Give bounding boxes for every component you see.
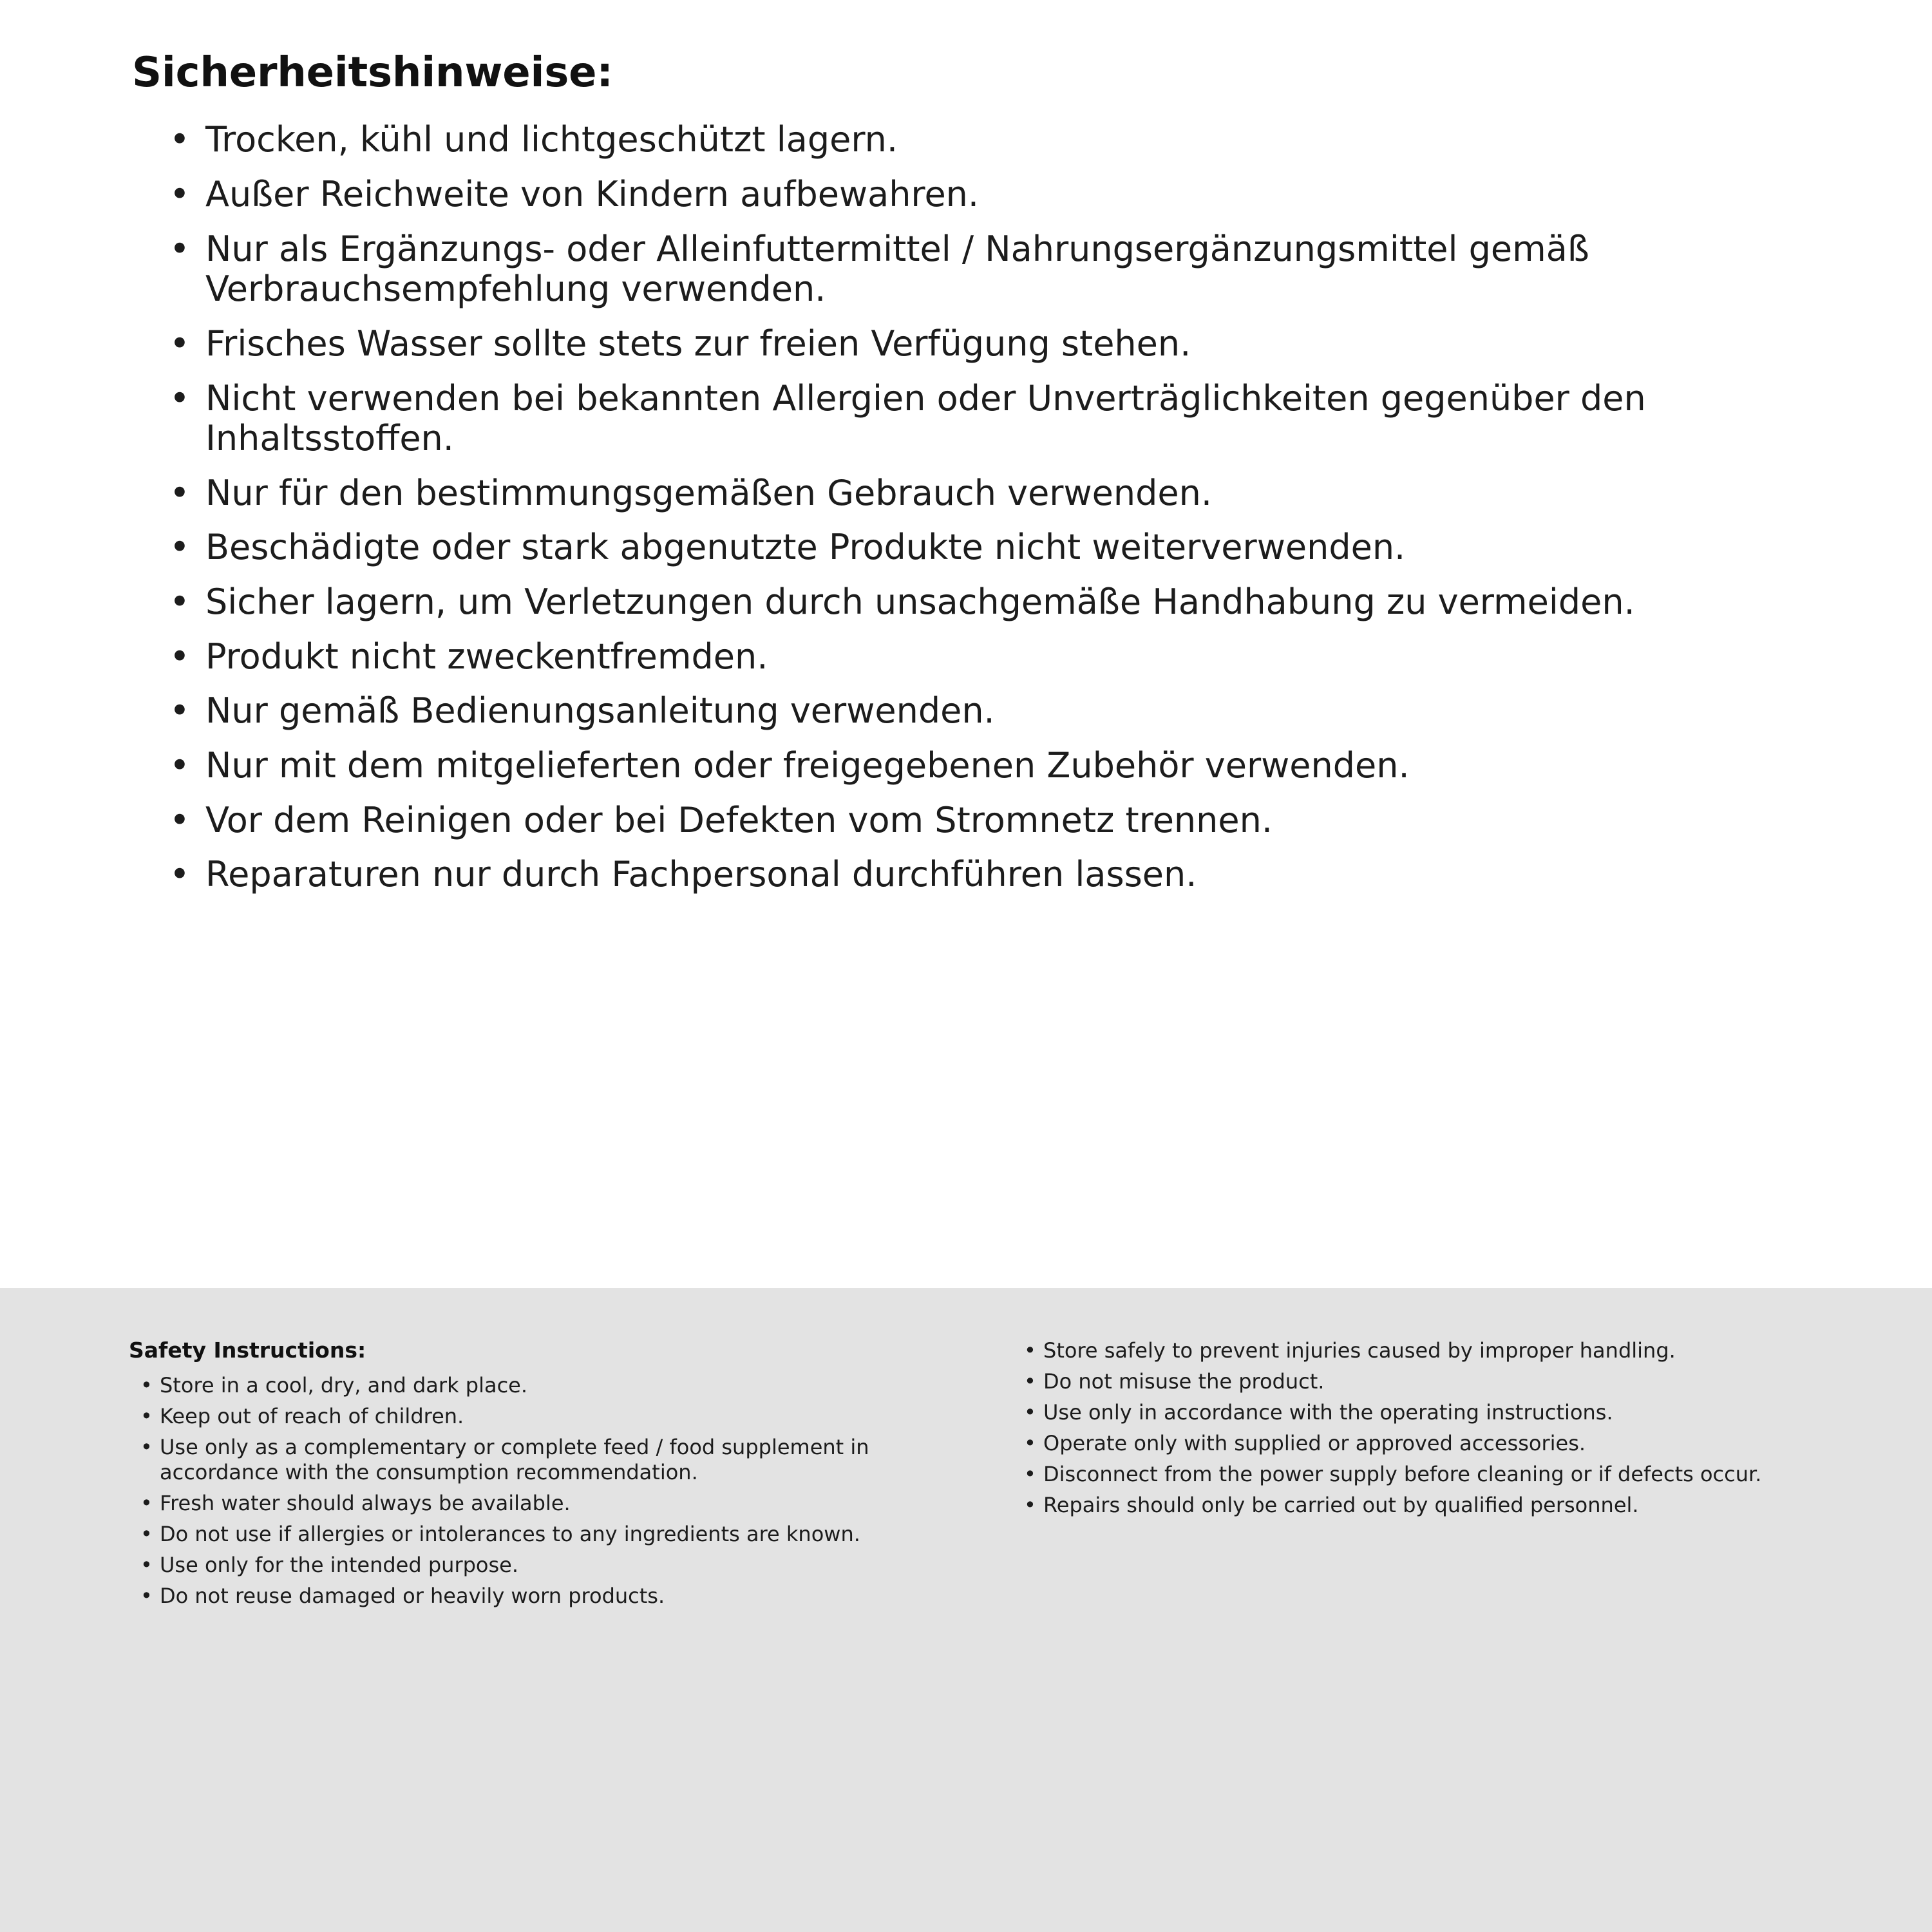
list-item-text: Frisches Wasser sollte stets zur freien Verfügung stehen. [205, 323, 1191, 364]
list-item-text: Do not reuse damaged or heavily worn products. [160, 1584, 665, 1609]
list-item [140, 1553, 960, 1578]
list-item-text: Vor dem Reinigen oder bei Defekten vom Stromnetz trennen. [205, 799, 1273, 840]
english-column-left [129, 1338, 960, 1615]
bullet-icon: • [1024, 1369, 1036, 1394]
list-item-text: Use only in accordance with the operating instructions. [1043, 1400, 1613, 1425]
list-item-text: Keep out of reach of children. [160, 1403, 464, 1428]
list-item [166, 855, 1861, 895]
list-item [1024, 1462, 1855, 1487]
list-item-text: Reparaturen nur durch Fachpersonal durchführen lassen. [205, 854, 1197, 895]
bullet-icon: • [140, 1491, 153, 1516]
list-item [166, 637, 1861, 677]
bullet-icon: • [169, 690, 190, 732]
list-item [166, 229, 1861, 310]
bullet-icon: • [140, 1403, 153, 1428]
list-item [140, 1404, 960, 1429]
bullet-icon: • [169, 228, 190, 269]
bullet-icon: • [169, 323, 190, 364]
list-item [166, 175, 1861, 215]
bullet-icon: • [140, 1372, 153, 1397]
list-item [1024, 1493, 1855, 1518]
bullet-icon: • [1024, 1338, 1036, 1363]
list-item-text: Do not misuse the product. [1043, 1369, 1325, 1394]
list-item [1024, 1431, 1855, 1456]
list-item [166, 691, 1861, 732]
list-item-text: Nur für den bestimmungsgemäßen Gebrauch verwenden. [205, 472, 1212, 513]
list-item-text: Fresh water should always be available. [160, 1491, 571, 1516]
english-safety-list-left [129, 1373, 960, 1609]
list-item [140, 1584, 960, 1609]
bullet-icon: • [1024, 1400, 1036, 1425]
bullet-icon: • [140, 1522, 153, 1547]
list-item-text: Sicher lagern, um Verletzungen durch unsachgemäße Handhabung zu vermeiden. [205, 582, 1635, 623]
list-item [166, 800, 1861, 841]
bullet-icon: • [1024, 1431, 1036, 1456]
list-item-text: Nur mit dem mitgelieferten oder freigegebenen Zubehör verwenden. [205, 744, 1410, 786]
list-item-text: Nur als Ergänzungs- oder Alleinfuttermittel / Nahrungsergänzungsmittel gemäß Verbrauchsempfehlung verwenden. [205, 228, 1589, 310]
english-column-right [1024, 1338, 1855, 1524]
english-safety-section [0, 1288, 1932, 1932]
german-section-title: Sicherheitshinweise: [132, 49, 613, 97]
bullet-icon: • [169, 174, 190, 215]
german-safety-list [132, 120, 1861, 895]
list-item [166, 527, 1861, 568]
list-item-text: Do not use if allergies or intolerances to any ingredients are known. [160, 1522, 860, 1547]
bullet-icon: • [169, 799, 190, 840]
list-item-text: Produkt nicht zweckentfremden. [205, 636, 768, 677]
list-item-text: Disconnect from the power supply before cleaning or if defects occur. [1043, 1462, 1762, 1487]
bullet-icon: • [169, 527, 190, 568]
bullet-icon: • [169, 744, 190, 786]
list-item [1024, 1369, 1855, 1394]
list-item-text: Store in a cool, dry, and dark place. [160, 1372, 528, 1397]
list-item [140, 1435, 960, 1485]
list-item-text: Store safely to prevent injuries caused by improper handling. [1043, 1338, 1676, 1363]
list-item-text: Außer Reichweite von Kindern aufbewahren. [205, 174, 980, 215]
bullet-icon: • [169, 636, 190, 677]
list-item [166, 473, 1861, 514]
english-safety-list-right [1024, 1338, 1855, 1518]
list-item-text: Nicht verwenden bei bekannten Allergien oder Unverträglichkeiten gegenüber den Inhaltsstoffen. [205, 377, 1646, 459]
list-item-text: Operate only with supplied or approved accessories. [1043, 1431, 1586, 1456]
list-item [140, 1522, 960, 1547]
list-item [1024, 1338, 1855, 1363]
list-item-text: Repairs should only be carried out by qualified personnel. [1043, 1493, 1639, 1518]
bullet-icon: • [169, 119, 190, 160]
list-item-text: Nur gemäß Bedienungsanleitung verwenden. [205, 690, 995, 732]
bullet-icon: • [1024, 1493, 1036, 1518]
english-section-title: Safety Instructions: [129, 1338, 366, 1363]
list-item [1024, 1400, 1855, 1425]
bullet-icon: • [140, 1553, 153, 1578]
list-item-text: Use only as a complementary or complete feed / food supplement in accordance with the consumption recommendation. [160, 1435, 869, 1485]
list-item-text: Beschädigte oder stark abgenutzte Produkte nicht weiterverwenden. [205, 527, 1406, 568]
bullet-icon: • [169, 854, 190, 895]
bullet-icon: • [169, 582, 190, 623]
bullet-icon: • [140, 1435, 153, 1459]
list-item [140, 1373, 960, 1398]
list-item [140, 1491, 960, 1516]
bullet-icon: • [140, 1584, 153, 1609]
bullet-icon: • [169, 472, 190, 513]
list-item [166, 120, 1861, 160]
list-item [166, 324, 1861, 365]
list-item-text: Trocken, kühl und lichtgeschützt lagern. [205, 119, 898, 160]
list-item-text: Use only for the intended purpose. [160, 1553, 519, 1578]
bullet-icon: • [1024, 1462, 1036, 1487]
english-columns [129, 1338, 1855, 1615]
list-item [166, 582, 1861, 623]
list-item [166, 746, 1861, 786]
list-item [166, 379, 1861, 459]
bullet-icon: • [169, 377, 190, 419]
